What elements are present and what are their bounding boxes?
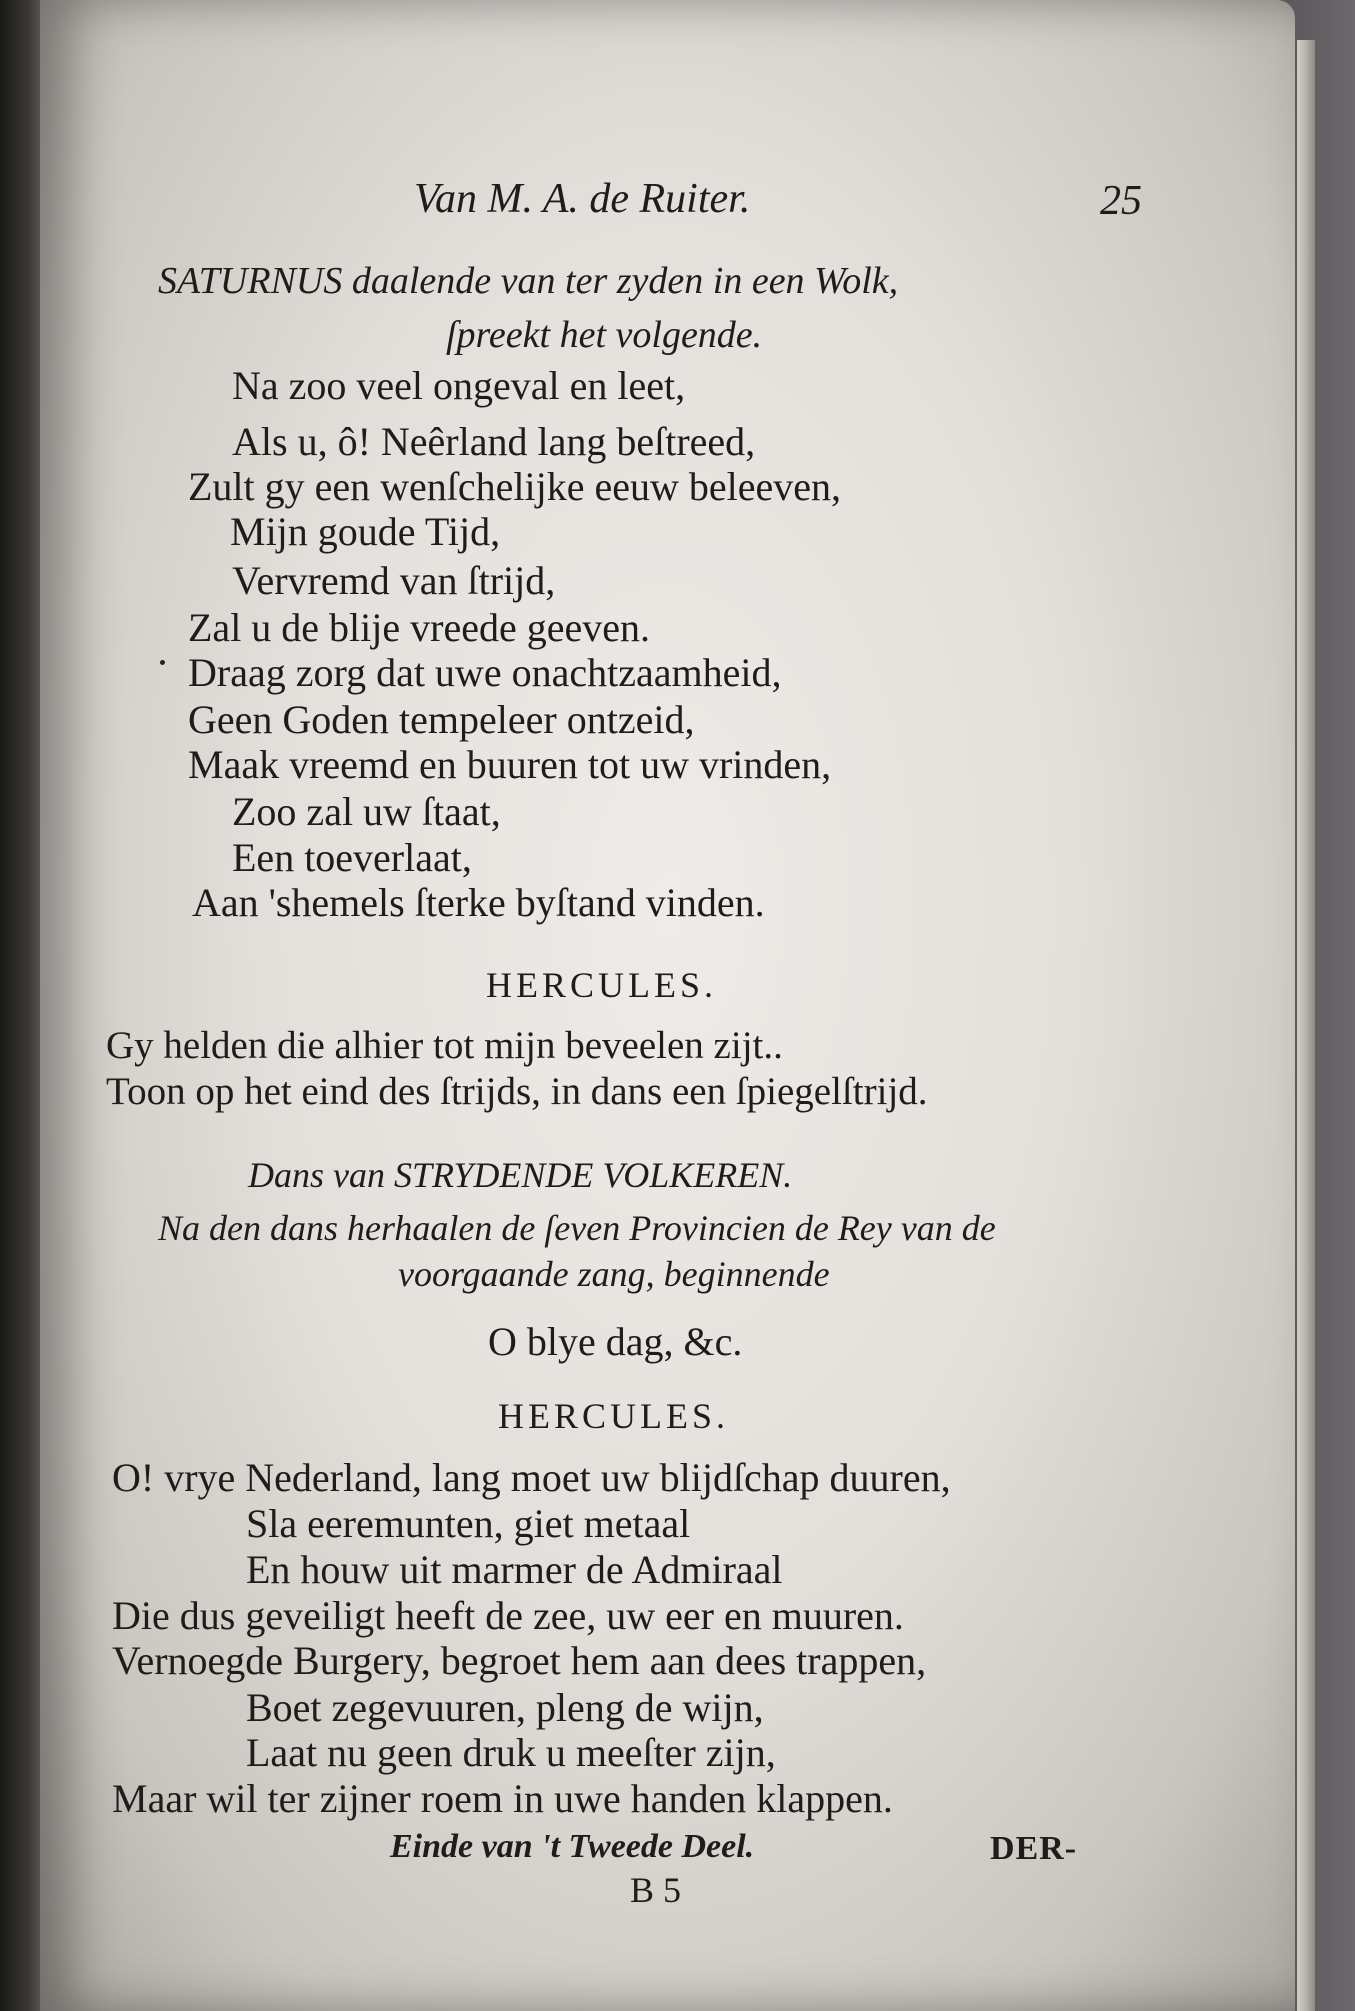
verse-line: Boet zegevuuren, pleng de wijn, [246,1685,764,1730]
verse-line: Laat nu geen druk u meeſter zijn, [246,1730,776,1775]
page-number: 25 [1100,178,1142,224]
stage-direction-cont: voorgaande zang, beginnende [398,1254,830,1294]
verse-line: Sla eeremunten, giet metaal [246,1501,691,1546]
verse-line: En houw uit marmer de Admiraal [246,1547,783,1592]
running-title: Van M. A. de Ruiter. [414,176,751,222]
catchword: DER- [990,1830,1078,1867]
verse-line: Mijn goude Tijd, [230,509,501,554]
verse-line: Na zoo veel ongeval en leet, [232,363,686,408]
verse-line: Zoo zal uw ſtaat, [232,789,501,834]
verse-line: Aan 'shemels ſterke byſtand vinden. [192,880,765,925]
dance-title: Dans van STRYDENDE VOLKEREN. [248,1155,793,1195]
speaker-heading: HERCULES. [498,1396,730,1436]
stage-direction: Na den dans herhaalen de ſeven Provincien de Rey van de [158,1208,996,1248]
verse-line: Gy helden die alhier tot mijn beveelen zijt.. [106,1024,783,1067]
book-page [40,0,1295,2011]
verse-line: Geen Goden tempeleer ontzeid, [188,697,695,742]
page-edge [1297,40,1315,2011]
refrain: O blye dag, &c. [488,1319,743,1364]
verse-line: Vernoegde Burgery, begroet hem aan dees trappen, [112,1638,927,1683]
verse-line: Als u, ô! Neêrland lang beſtreed, [232,419,756,464]
verse-line: Maar wil ter zijner roem in uwe handen klappen. [112,1776,893,1821]
ink-speck [160,660,165,665]
verse-line: Zult gy een wenſchelijke eeuw beleeven, [188,464,842,509]
end-of-part-note: Einde van 't Tweede Deel. [390,1828,755,1865]
signature-mark: B 5 [630,1870,682,1910]
speaker-heading: HERCULES. [486,965,718,1005]
saturnus-heading-cont: ſpreekt het volgende. [446,314,763,356]
verse-line: Vervremd van ſtrijd, [232,558,556,603]
verse-line: Toon op het eind des ſtrijds, in dans een ſpiegelſtrijd. [106,1070,928,1113]
verse-line: Maak vreemd en buuren tot uw vrinden, [188,742,832,787]
verse-line: Die dus geveiligt heeft de zee, uw eer en muuren. [112,1593,904,1638]
verse-line: Draag zorg dat uwe onachtzaamheid, [188,650,782,695]
verse-line: Een toeverlaat, [232,835,472,880]
verse-line: Zal u de blije vreede geeven. [188,605,650,650]
verse-line: O! vrye Nederland, lang moet uw blijdſchap duuren, [112,1455,951,1500]
saturnus-heading: SATURNUS daalende van ter zyden in een Wolk, [158,260,899,302]
